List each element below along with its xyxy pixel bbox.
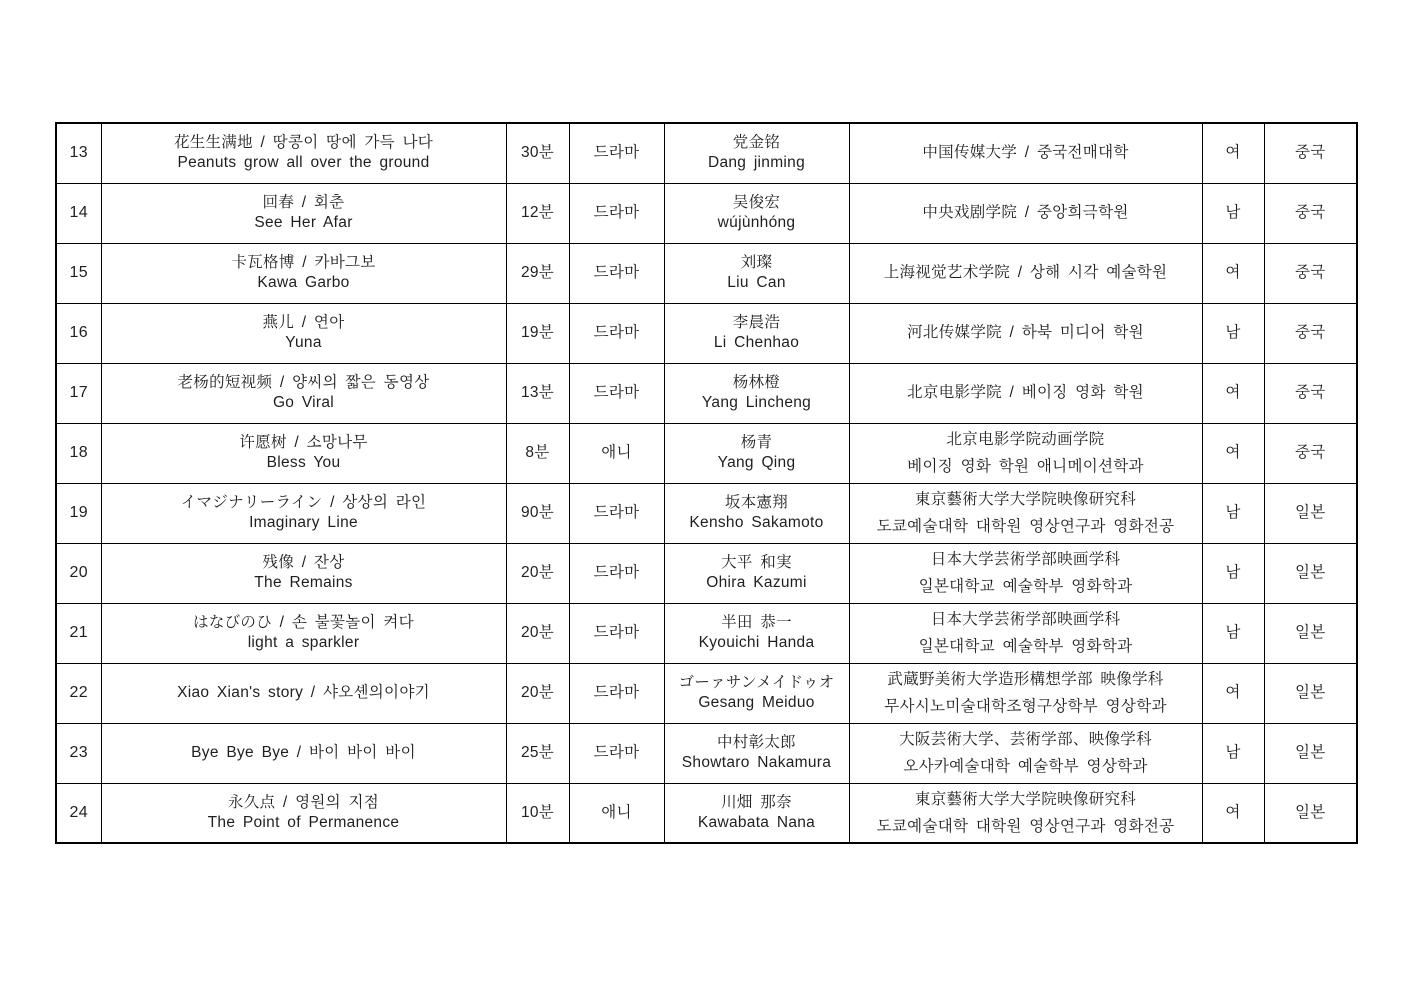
text-line: 半田 恭一 (721, 614, 792, 631)
cell-duration (506, 363, 569, 423)
cell-title (101, 423, 506, 483)
cell-no (56, 183, 101, 243)
cell-school (849, 123, 1202, 183)
text-line: 오사카예술대학 예술학부 영상학과 (903, 758, 1148, 775)
text-line: 坂本憲翔 (724, 494, 789, 511)
cell-duration (506, 723, 569, 783)
text-line: Li Chenhao (713, 334, 800, 351)
cell-country (1264, 783, 1357, 843)
text-line: 중국 (1294, 384, 1326, 401)
text-line: 드라마 (593, 684, 640, 701)
cell-duration (506, 123, 569, 183)
text-line: Xiao Xian's story / 샤오셴의이야기 (177, 684, 430, 701)
text-line: Dang jinming (707, 154, 806, 172)
cell-no (56, 303, 101, 363)
text-line: 17 (69, 384, 88, 401)
text-line: 24 (69, 803, 88, 821)
table-row (56, 243, 1357, 303)
text-line: 武蔵野美術大学造形構想学部 映像学科 (887, 671, 1164, 688)
text-line: Liu Can (727, 274, 786, 291)
cell-no (56, 783, 101, 843)
text-line: 河北传媒学院 / 하북 미디어 학원 (907, 324, 1144, 341)
text-line: 東京藝術大学大学院映像研究科 (914, 491, 1137, 508)
cell-director (664, 183, 849, 243)
cell-no (56, 603, 101, 663)
text-line: 老杨的短视频 / 양씨의 짧은 동영상 (177, 374, 430, 391)
text-line: 14 (69, 204, 88, 221)
text-line: 川畑 那奈 (721, 793, 792, 811)
cell-country (1264, 303, 1357, 363)
cell-country (1264, 603, 1357, 663)
cell-title (101, 303, 506, 363)
text-line: 大阪芸術大学、芸術学部、映像学科 (899, 731, 1152, 748)
cell-director (664, 603, 849, 663)
text-line: はなびのひ / 손 불꽃놀이 켜다 (193, 614, 414, 631)
text-line: 李晨浩 (732, 314, 781, 331)
cell-school (849, 243, 1202, 303)
table-row (56, 123, 1357, 183)
cell-duration (506, 423, 569, 483)
text-line: 여 (1225, 444, 1241, 461)
cell-title (101, 543, 506, 603)
text-line: 杨青 (740, 434, 773, 451)
text-line: 일본 (1294, 504, 1326, 521)
cell-gender (1202, 243, 1264, 303)
text-line: 중국 (1294, 324, 1326, 341)
text-line: 일본 (1294, 803, 1326, 821)
text-line: 90분 (520, 504, 555, 521)
cell-school (849, 423, 1202, 483)
text-line: 도쿄예술대학 대학원 영상연구과 영화전공 (876, 518, 1175, 535)
cell-genre (569, 243, 664, 303)
table-row (56, 783, 1357, 843)
text-line: Bye Bye Bye / 바이 바이 바이 (191, 744, 416, 761)
cell-title (101, 723, 506, 783)
cell-gender (1202, 183, 1264, 243)
cell-gender (1202, 483, 1264, 543)
text-line: 드라마 (593, 204, 640, 221)
cell-country (1264, 483, 1357, 543)
text-line: 중국 (1294, 444, 1326, 461)
cell-director (664, 783, 849, 843)
text-line: Showtaro Nakamura (681, 754, 832, 771)
cell-title (101, 243, 506, 303)
cell-title (101, 483, 506, 543)
text-line: 여 (1225, 144, 1241, 162)
cell-gender (1202, 603, 1264, 663)
text-line: wújùnhóng (717, 214, 796, 231)
text-line: 남 (1225, 744, 1241, 761)
text-line: 애니 (601, 444, 632, 461)
cell-country (1264, 363, 1357, 423)
cell-title (101, 603, 506, 663)
cell-gender (1202, 123, 1264, 183)
cell-country (1264, 183, 1357, 243)
cell-school (849, 183, 1202, 243)
text-line: Kyouichi Handa (698, 634, 815, 651)
text-line: Bless You (266, 454, 341, 471)
text-line: 燕儿 / 연아 (262, 314, 345, 331)
cell-no (56, 363, 101, 423)
text-line: 日本大学芸術学部映画学科 (930, 611, 1121, 628)
text-line: 22 (69, 684, 88, 701)
cell-director (664, 123, 849, 183)
cell-country (1264, 123, 1357, 183)
cell-genre (569, 543, 664, 603)
table-row (56, 603, 1357, 663)
text-line: Yuna (285, 334, 322, 351)
text-line: 20분 (520, 624, 555, 641)
text-line: 北京电影学院动画学院 (946, 431, 1105, 448)
text-line: 大平 和実 (721, 554, 792, 571)
text-line: 중국 (1294, 144, 1326, 162)
cell-director (664, 663, 849, 723)
text-line: 中国传媒大学 / 중국전매대학 (922, 144, 1129, 162)
cell-duration (506, 183, 569, 243)
cell-school (849, 363, 1202, 423)
text-line: 回春 / 회춘 (262, 194, 345, 211)
cell-genre (569, 303, 664, 363)
text-line: 23 (69, 744, 88, 761)
cell-duration (506, 243, 569, 303)
table-row (56, 723, 1357, 783)
cell-duration (506, 783, 569, 843)
text-line: 卡瓦格博 / 카바그보 (231, 254, 376, 271)
text-line: イマジナリーライン / 상상의 라인 (180, 494, 427, 511)
text-line: 残像 / 잔상 (262, 554, 345, 571)
text-line: 29분 (520, 264, 555, 281)
cell-gender (1202, 423, 1264, 483)
text-line: Yang Qing (717, 454, 796, 471)
cell-gender (1202, 363, 1264, 423)
text-line: 무사시노미술대학조형구상학부 영상학과 (884, 698, 1167, 715)
cell-duration (506, 663, 569, 723)
cell-gender (1202, 663, 1264, 723)
text-line: Peanuts grow all over the ground (177, 154, 430, 172)
text-line: 党金铭 (732, 134, 781, 152)
text-line: 北京电影学院 / 베이징 영화 학원 (907, 384, 1144, 401)
text-line: 15 (69, 264, 88, 281)
cell-director (664, 423, 849, 483)
text-line: The Point of Permanence (207, 813, 400, 831)
cell-director (664, 543, 849, 603)
text-line: 13 (69, 144, 88, 162)
cell-no (56, 663, 101, 723)
text-line: 애니 (601, 803, 632, 821)
cell-director (664, 303, 849, 363)
cell-school (849, 543, 1202, 603)
text-line: 베이징 영화 학원 애니메이션학과 (907, 458, 1144, 475)
cell-gender (1202, 303, 1264, 363)
cell-no (56, 423, 101, 483)
cell-director (664, 483, 849, 543)
text-line: The Remains (254, 574, 353, 591)
text-line: 여 (1225, 264, 1241, 281)
text-line: 20분 (520, 684, 555, 701)
text-line: 드라마 (593, 564, 640, 581)
cell-no (56, 243, 101, 303)
cell-genre (569, 783, 664, 843)
cell-country (1264, 543, 1357, 603)
text-line: 일본 (1294, 684, 1326, 701)
text-line: Go Viral (272, 394, 335, 411)
text-line: 일본대학교 예술학부 영화학과 (918, 638, 1133, 655)
cell-school (849, 783, 1202, 843)
text-line: 中央戏剧学院 / 중앙희극학원 (922, 204, 1129, 221)
table-row (56, 423, 1357, 483)
text-line: 드라마 (593, 744, 640, 761)
text-line: 여 (1225, 803, 1241, 821)
cell-genre (569, 123, 664, 183)
text-line: Ohira Kazumi (706, 574, 807, 591)
text-line: 杨林橙 (732, 374, 781, 391)
cell-title (101, 123, 506, 183)
cell-title (101, 363, 506, 423)
cell-director (664, 243, 849, 303)
text-line: 19 (69, 504, 88, 521)
cell-genre (569, 423, 664, 483)
text-line: 여 (1225, 384, 1241, 401)
text-line: 许愿树 / 소망나무 (239, 434, 368, 451)
cell-country (1264, 723, 1357, 783)
text-line: 中村彰太郎 (716, 734, 796, 751)
cell-country (1264, 243, 1357, 303)
cell-school (849, 483, 1202, 543)
cell-school (849, 723, 1202, 783)
text-line: 드라마 (593, 384, 640, 401)
text-line: Kensho Sakamoto (689, 514, 824, 531)
cell-genre (569, 483, 664, 543)
text-line: 花生生满地 / 땅콩이 땅에 가득 나다 (173, 134, 434, 152)
cell-genre (569, 183, 664, 243)
text-line: 일본 (1294, 744, 1326, 761)
cell-gender (1202, 543, 1264, 603)
text-line: 19분 (520, 324, 555, 341)
text-line: 남 (1225, 624, 1241, 641)
text-line: 8분 (525, 444, 550, 461)
cell-genre (569, 363, 664, 423)
cell-school (849, 303, 1202, 363)
text-line: 東京藝術大学大学院映像研究科 (914, 790, 1137, 808)
text-line: 일본대학교 예술학부 영화학과 (918, 578, 1133, 595)
cell-no (56, 543, 101, 603)
text-line: 드라마 (593, 264, 640, 281)
table-row (56, 303, 1357, 363)
cell-genre (569, 603, 664, 663)
cell-duration (506, 543, 569, 603)
text-line: 남 (1225, 504, 1241, 521)
text-line: 日本大学芸術学部映画学科 (930, 551, 1121, 568)
text-line: 드라마 (593, 624, 640, 641)
cell-title (101, 663, 506, 723)
text-line: 16 (69, 324, 88, 341)
text-line: 남 (1225, 564, 1241, 581)
cell-title (101, 183, 506, 243)
cell-title (101, 783, 506, 843)
text-line: ゴーァサンメイドゥオ (678, 674, 835, 691)
cell-gender (1202, 783, 1264, 843)
table-row (56, 363, 1357, 423)
text-line: 일본 (1294, 564, 1326, 581)
table-row (56, 543, 1357, 603)
table-row (56, 183, 1357, 243)
table-row (56, 483, 1357, 543)
cell-no (56, 723, 101, 783)
text-line: 드라마 (593, 504, 640, 521)
text-line: 21 (69, 624, 88, 641)
text-line: 여 (1225, 684, 1241, 701)
film-entry-table (55, 122, 1358, 844)
text-line: 永久点 / 영원의 지점 (227, 793, 380, 811)
text-line: 중국 (1294, 264, 1326, 281)
text-line: light a sparkler (247, 634, 360, 651)
table-body (56, 123, 1357, 843)
cell-country (1264, 663, 1357, 723)
cell-duration (506, 483, 569, 543)
text-line: 드라마 (593, 144, 640, 162)
table-row (56, 663, 1357, 723)
text-line: 20분 (520, 564, 555, 581)
cell-duration (506, 303, 569, 363)
text-line: 남 (1225, 324, 1241, 341)
text-line: 드라마 (593, 324, 640, 341)
text-line: 18 (69, 444, 88, 461)
text-line: Kawa Garbo (257, 274, 350, 291)
text-line: Gesang Meiduo (698, 694, 815, 711)
text-line: 남 (1225, 204, 1241, 221)
text-line: 일본 (1294, 624, 1326, 641)
cell-gender (1202, 723, 1264, 783)
text-line: 중국 (1294, 204, 1326, 221)
text-line: 13분 (520, 384, 555, 401)
text-line: Yang Lincheng (701, 394, 812, 411)
text-line: 30분 (520, 144, 555, 162)
text-line: 吴俊宏 (732, 194, 781, 211)
cell-no (56, 483, 101, 543)
cell-director (664, 723, 849, 783)
cell-school (849, 663, 1202, 723)
cell-duration (506, 603, 569, 663)
text-line: Imaginary Line (249, 514, 358, 531)
text-line: 上海视觉艺术学院 / 상해 시각 예술학원 (883, 264, 1168, 281)
film-list-document-page (55, 122, 1358, 844)
cell-genre (569, 723, 664, 783)
text-line: 25분 (520, 744, 555, 761)
text-line: 12분 (520, 204, 555, 221)
cell-director (664, 363, 849, 423)
text-line: Kawabata Nana (697, 813, 816, 831)
text-line: See Her Afar (254, 214, 353, 231)
text-line: 20 (69, 564, 88, 581)
text-line: 도쿄예술대학 대학원 영상연구과 영화전공 (876, 817, 1175, 835)
cell-no (56, 123, 101, 183)
text-line: 10분 (520, 803, 555, 821)
cell-country (1264, 423, 1357, 483)
cell-genre (569, 663, 664, 723)
cell-school (849, 603, 1202, 663)
text-line: 刘璨 (740, 254, 773, 271)
